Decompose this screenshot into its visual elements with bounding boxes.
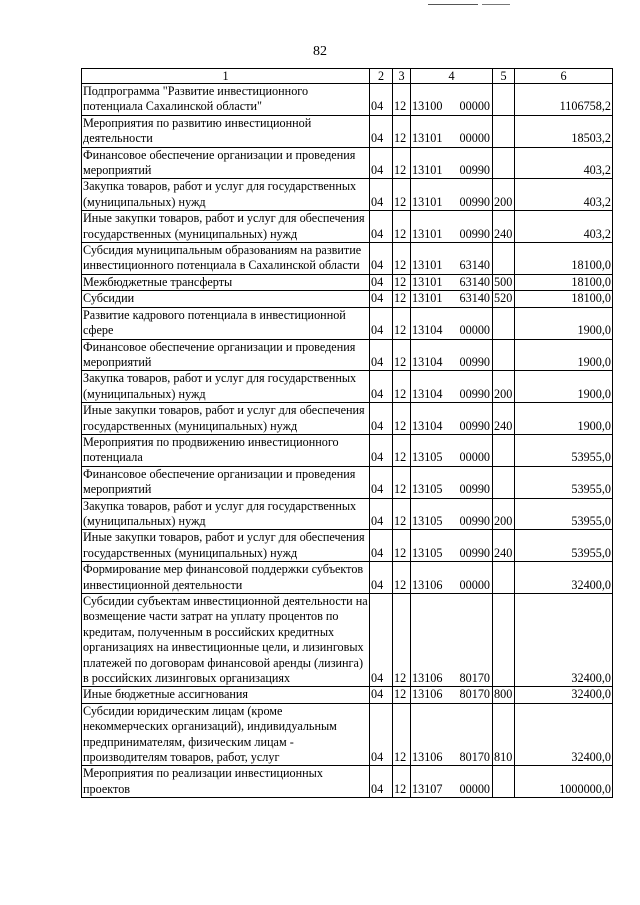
expense-type-code (493, 243, 515, 275)
program-code: 13101 (412, 163, 443, 178)
header-cell: 1 (82, 69, 370, 84)
subsection-code: 12 (393, 179, 411, 211)
direction-code: 00990 (459, 194, 490, 209)
expense-type-code (493, 434, 515, 466)
header-row (82, 69, 613, 84)
expense-type-code: 200 (493, 371, 515, 403)
row-name: Мероприятия по развитию инвестиционной деятельности (82, 115, 370, 147)
direction-code: 00990 (459, 545, 490, 560)
target-article-code (411, 371, 493, 403)
expense-type-code (493, 147, 515, 179)
section-code: 04 (370, 594, 393, 687)
row-name: Субсидии субъектам инвестиционной деятельности на возмещение части затрат на уплату процентов по кредитам, полученным в российских кредитных организациях на инвестиционные цели, и лизинговых платежей по договорам финансовой аренды (лизинга) в российских лизинговых организациях (83, 594, 368, 686)
target-article-code (411, 147, 493, 179)
section-code: 04 (370, 84, 393, 116)
target-article-code (411, 84, 493, 116)
row-name: Межбюджетные трансферты (82, 274, 370, 290)
row-name: Развитие кадрового потенциала в инвестиционной сфере (82, 307, 370, 339)
amount: 1000000,0 (515, 766, 613, 798)
direction-code: 63140 (459, 258, 490, 273)
target-article-code (411, 498, 493, 530)
section-code: 04 (370, 766, 393, 798)
direction-code: 80170 (459, 750, 490, 765)
program-code: 13101 (412, 194, 443, 209)
program-code: 13104 (412, 386, 443, 401)
amount: 18503,2 (515, 115, 613, 147)
table-row (82, 339, 613, 371)
section-code: 04 (370, 307, 393, 339)
amount: 18100,0 (515, 274, 613, 290)
section-code: 04 (370, 339, 393, 371)
program-code: 13106 (412, 577, 443, 592)
target-article-code (411, 403, 493, 435)
section-code: 04 (370, 403, 393, 435)
subsection-code: 12 (393, 562, 411, 594)
subsection-code: 12 (393, 339, 411, 371)
section-code: 04 (370, 562, 393, 594)
expense-type-code (493, 307, 515, 339)
subsection-code: 12 (393, 274, 411, 290)
program-code: 13101 (412, 258, 443, 273)
subsection-code: 12 (393, 307, 411, 339)
header-cell: 4 (411, 69, 493, 84)
expense-type-code: 240 (493, 403, 515, 435)
table-row (82, 307, 613, 339)
section-code: 04 (370, 147, 393, 179)
table-row (82, 703, 613, 766)
subsection-code: 12 (393, 594, 411, 687)
table-row (82, 211, 613, 243)
row-name: Мероприятия по продвижению инвестиционного потенциала (82, 434, 370, 466)
direction-code: 00000 (459, 131, 490, 146)
row-name: Подпрограмма "Развитие инвестиционного потенциала Сахалинской области" (82, 84, 370, 116)
row-name: Финансовое обеспечение организации и проведения мероприятий (82, 147, 370, 179)
scan-top-line (482, 4, 510, 5)
section-code: 04 (370, 291, 393, 307)
expense-type-code (493, 339, 515, 371)
row-name: Иные закупки товаров, работ и услуг для обеспечения государственных (муниципальных) нужд (82, 403, 370, 435)
subsection-code: 12 (393, 466, 411, 498)
expense-type-code: 240 (493, 530, 515, 562)
target-article-code (411, 562, 493, 594)
section-code: 04 (370, 243, 393, 275)
table-row (82, 115, 613, 147)
program-code: 13106 (412, 687, 443, 702)
amount: 1900,0 (515, 307, 613, 339)
target-article-code (411, 339, 493, 371)
row-name: Иные закупки товаров, работ и услуг для обеспечения государственных (муниципальных) нужд (82, 530, 370, 562)
subsection-code: 12 (393, 147, 411, 179)
expense-type-code (493, 466, 515, 498)
page-number: 82 (313, 44, 327, 59)
section-code: 04 (370, 371, 393, 403)
amount: 53955,0 (515, 434, 613, 466)
amount: 32400,0 (515, 562, 613, 594)
direction-code: 63140 (459, 291, 490, 306)
target-article-code (411, 291, 493, 307)
header-cell: 6 (515, 69, 613, 84)
table-row (82, 403, 613, 435)
target-article-code (411, 687, 493, 703)
amount: 403,2 (515, 211, 613, 243)
amount: 1900,0 (515, 339, 613, 371)
expense-type-code: 810 (493, 703, 515, 766)
subsection-code: 12 (393, 530, 411, 562)
subsection-code: 12 (393, 703, 411, 766)
row-name: Субсидии (82, 291, 370, 307)
program-code: 13105 (412, 545, 443, 560)
target-article-code (411, 703, 493, 766)
amount: 53955,0 (515, 466, 613, 498)
expense-type-code (493, 562, 515, 594)
program-code: 13107 (412, 781, 443, 796)
target-article-code (411, 243, 493, 275)
amount: 32400,0 (515, 703, 613, 766)
section-code: 04 (370, 687, 393, 703)
direction-code: 00990 (459, 482, 490, 497)
table-row (82, 766, 613, 798)
direction-code: 00990 (459, 163, 490, 178)
table-row (82, 687, 613, 703)
table-row (82, 179, 613, 211)
direction-code: 00000 (459, 323, 490, 338)
target-article-code (411, 530, 493, 562)
table-row (82, 274, 613, 290)
section-code: 04 (370, 115, 393, 147)
section-code: 04 (370, 274, 393, 290)
direction-code: 00000 (459, 450, 490, 465)
row-name: Субсидия муниципальным образованиям на развитие инвестиционного потенциала в Сахалинской области (82, 243, 370, 275)
subsection-code: 12 (393, 434, 411, 466)
amount: 18100,0 (515, 243, 613, 275)
program-code: 13100 (412, 99, 443, 114)
target-article-code (411, 434, 493, 466)
row-name: Закупка товаров, работ и услуг для государственных (муниципальных) нужд (82, 371, 370, 403)
expense-type-code (493, 594, 515, 687)
section-code: 04 (370, 530, 393, 562)
subsection-code: 12 (393, 211, 411, 243)
row-name: Мероприятия по реализации инвестиционных проектов (82, 766, 370, 798)
direction-code: 80170 (459, 671, 490, 686)
row-name: Закупка товаров, работ и услуг для государственных (муниципальных) нужд (82, 498, 370, 530)
amount: 1106758,2 (515, 84, 613, 116)
subsection-code: 12 (393, 498, 411, 530)
direction-code: 80170 (459, 687, 490, 702)
expense-type-code: 200 (493, 498, 515, 530)
table-row (82, 291, 613, 307)
budget-table (81, 68, 613, 798)
direction-code: 63140 (459, 274, 490, 289)
subsection-code: 12 (393, 403, 411, 435)
table-row (82, 371, 613, 403)
program-code: 13101 (412, 131, 443, 146)
table-row (82, 466, 613, 498)
target-article-code (411, 211, 493, 243)
expense-type-code (493, 84, 515, 116)
section-code: 04 (370, 498, 393, 530)
amount: 1900,0 (515, 403, 613, 435)
amount: 1900,0 (515, 371, 613, 403)
subsection-code: 12 (393, 243, 411, 275)
subsection-code: 12 (393, 687, 411, 703)
table-row (82, 434, 613, 466)
direction-code: 00990 (459, 418, 490, 433)
target-article-code (411, 307, 493, 339)
section-code: 04 (370, 179, 393, 211)
expense-type-code (493, 115, 515, 147)
program-code: 13105 (412, 482, 443, 497)
subsection-code: 12 (393, 766, 411, 798)
direction-code: 00990 (459, 513, 490, 528)
target-article-code (411, 179, 493, 211)
program-code: 13105 (412, 513, 443, 528)
row-name: Финансовое обеспечение организации и проведения мероприятий (82, 466, 370, 498)
target-article-code (411, 466, 493, 498)
row-name: Закупка товаров, работ и услуг для государственных (муниципальных) нужд (82, 179, 370, 211)
expense-type-code: 200 (493, 179, 515, 211)
row-name: Иные закупки товаров, работ и услуг для обеспечения государственных (муниципальных) нужд (82, 211, 370, 243)
amount: 18100,0 (515, 291, 613, 307)
program-code: 13105 (412, 450, 443, 465)
subsection-code: 12 (393, 291, 411, 307)
section-code: 04 (370, 466, 393, 498)
amount: 403,2 (515, 179, 613, 211)
target-article-code (411, 115, 493, 147)
section-code: 04 (370, 703, 393, 766)
expense-type-code: 520 (493, 291, 515, 307)
expense-type-code: 500 (493, 274, 515, 290)
expense-type-code: 800 (493, 687, 515, 703)
amount: 53955,0 (515, 530, 613, 562)
program-code: 13104 (412, 418, 443, 433)
row-name: Формирование мер финансовой поддержки субъектов инвестиционной деятельности (82, 562, 370, 594)
section-code: 04 (370, 211, 393, 243)
amount: 403,2 (515, 147, 613, 179)
program-code: 13106 (412, 750, 443, 765)
program-code: 13101 (412, 274, 443, 289)
direction-code: 00990 (459, 226, 490, 241)
direction-code: 00990 (459, 354, 490, 369)
row-name: Финансовое обеспечение организации и проведения мероприятий (82, 339, 370, 371)
subsection-code: 12 (393, 371, 411, 403)
target-article-code (411, 594, 493, 687)
header-cell: 2 (370, 69, 393, 84)
header-cell: 3 (393, 69, 411, 84)
table-row (82, 562, 613, 594)
direction-code: 00000 (459, 577, 490, 592)
amount: 32400,0 (515, 687, 613, 703)
row-name: Субсидии юридическим лицам (кроме некоммерческих организаций), индивидуальным предпринимателям, физическим лицам - производителям товаров, работ, услуг (82, 703, 370, 766)
table-row (82, 594, 613, 687)
amount: 32400,0 (515, 594, 613, 687)
direction-code: 00000 (459, 99, 490, 114)
table-row (82, 498, 613, 530)
expense-type-code (493, 766, 515, 798)
target-article-code (411, 766, 493, 798)
scan-top-line (428, 4, 478, 5)
header-cell: 5 (493, 69, 515, 84)
direction-code: 00000 (459, 781, 490, 796)
table-row (82, 243, 613, 275)
subsection-code: 12 (393, 84, 411, 116)
expense-type-code: 240 (493, 211, 515, 243)
table-row (82, 84, 613, 116)
subsection-code: 12 (393, 115, 411, 147)
program-code: 13104 (412, 323, 443, 338)
table-row (82, 530, 613, 562)
row-name: Иные бюджетные ассигнования (82, 687, 370, 703)
program-code: 13106 (412, 671, 443, 686)
direction-code: 00990 (459, 386, 490, 401)
section-code: 04 (370, 434, 393, 466)
program-code: 13101 (412, 226, 443, 241)
target-article-code (411, 274, 493, 290)
table-row (82, 147, 613, 179)
program-code: 13101 (412, 291, 443, 306)
program-code: 13104 (412, 354, 443, 369)
amount: 53955,0 (515, 498, 613, 530)
